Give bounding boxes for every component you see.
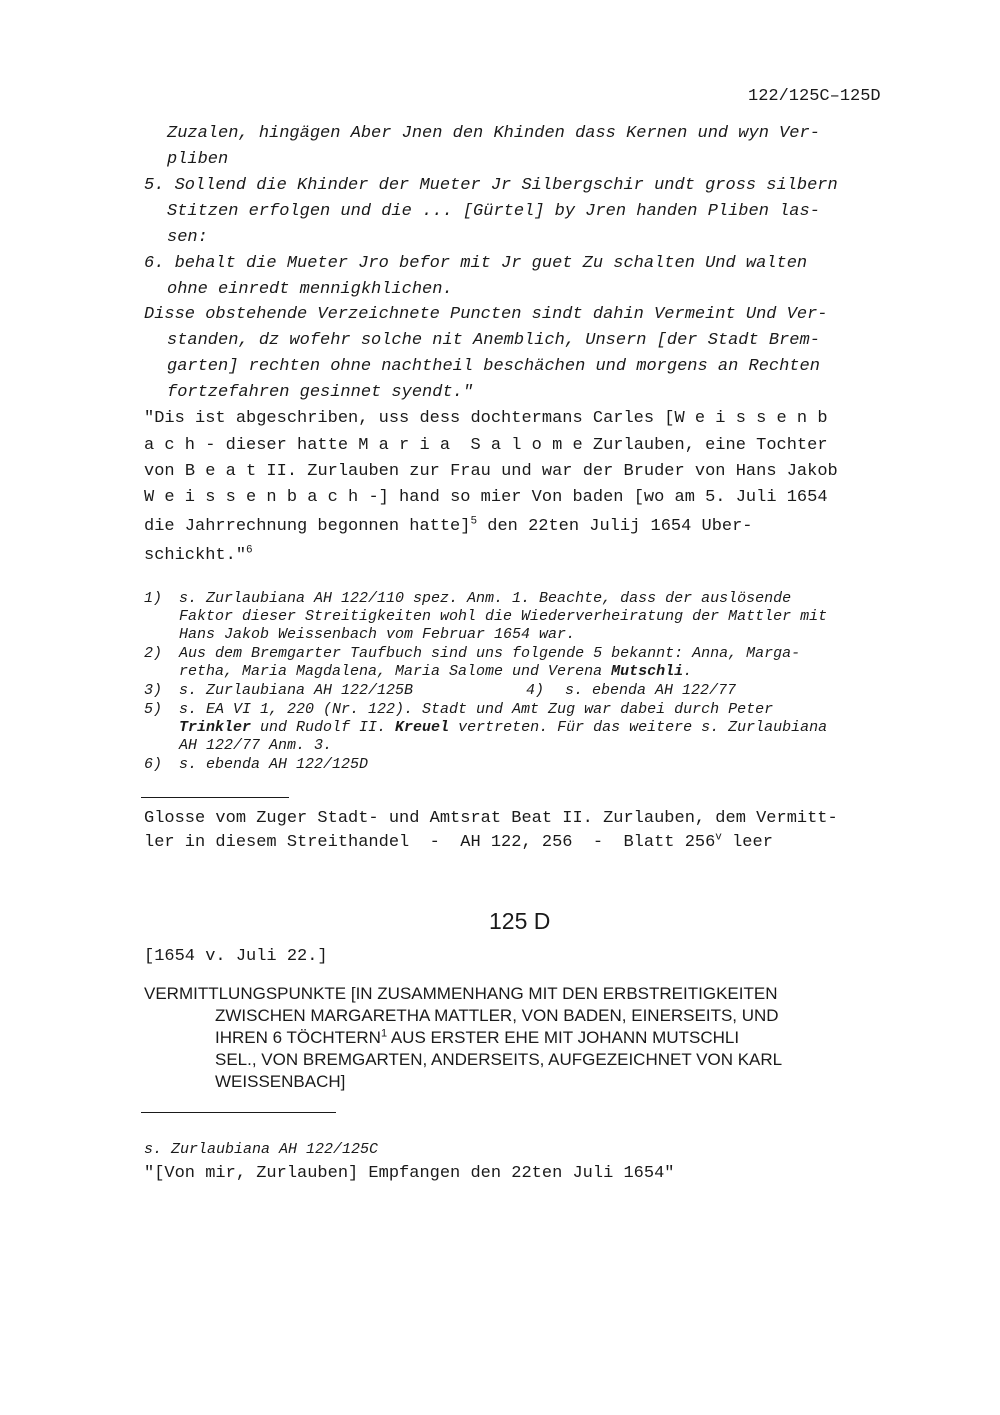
footnote-ref: 6 [246,544,253,557]
quote-line: standen, dz wofehr solche nit Anemblich, Unsern [der Stadt Brem- [167,331,820,350]
footnote-text: Hans Jakob Weissenbach vom Februar 1654 war. [179,626,576,643]
section-divider [141,1112,336,1113]
copy-note-line: "Dis ist abgeschriben, uss dess dochtermans Carles [W e i s s e n b [144,409,828,428]
footnote-number: 6) [144,756,163,773]
copy-note-line: a c h - dieser hatte M a r i a S a l o m e Zurlauben, eine Tochter [144,436,828,455]
copy-note-line: von B e a t II. Zurlauben zur Frau und war der Bruder von Hans Jakob [144,462,838,481]
footnote-text: s. ebenda AH 122/77 [565,682,737,699]
title-line: ZWISCHEN MARGARETHA MATTLER, VON BADEN, EINERSEITS, UND [215,1006,779,1025]
copy-note-line: W e i s s e n b a c h -] hand so mier Von baden [wo am 5. Juli 1654 [144,488,828,507]
footnote-text: Aus dem Bremgarter Taufbuch sind uns folgende 5 bekannt: Anna, Marga- [179,645,801,662]
glosse-line: Glosse vom Zuger Stadt- und Amtsrat Beat II. Zurlauben, dem Vermitt- [144,809,838,828]
copy-note-line: schickht."$^6$ [144,544,253,565]
footnote-number: 4) [526,682,545,699]
source-reference: s. Zurlaubiana AH 122/125C [144,1141,379,1158]
title-line: SEL., VON BREMGARTEN, ANDERSEITS, AUFGEZEICHNET VON KARL [215,1050,783,1069]
quote-line: 6. behalt die Mueter Jro befor mit Jr guet Zu schalten Und walten [144,254,808,273]
footnote-text: AH 122/77 Anm. 3. [179,737,333,754]
quote-line: Disse obstehende Verzeichnete Puncten sindt dahin Vermeint Und Ver- [144,305,828,324]
quote-line: Stitzen erfolgen und die ... [Gürtel] by Jren handen Pliben las- [167,202,820,221]
footnote-text: s. Zurlaubiana AH 122/110 spez. Anm. 1. Beachte, dass der auslösende [179,590,792,607]
quote-line: ohne einredt mennigkhlichen. [167,280,453,299]
glosse-line: ler in diesem Streithandel - AH 122, 256 - Blatt 256$^v$ leer [144,831,773,852]
quote-line: sen: [167,228,208,247]
copy-note-line: die Jahrrechnung begonnen hatte]$^5$ den 22ten Julij 1654 Uber- [144,515,753,536]
footnote-ref: 5 [470,515,478,528]
section-divider [141,797,289,798]
title-line: WEISSENBACH] [215,1072,346,1091]
footnote-number: 2) [144,645,163,662]
quote-line: 5. Sollend die Khinder der Mueter Jr Silbergschir undt gross silbern [144,176,838,195]
footnote-text: s. ebenda AH 122/125D [179,756,369,773]
title-line: IHREN 6 TÖCHTERN$^1$ AUS ERSTER EHE MIT JOHANN MUTSCHLI [215,1027,740,1047]
footnote-number: 5) [144,701,163,718]
footnote-text: retha, Maria Magdalena, Maria Salome und Verena Mutschli. [179,663,693,680]
document-date: [1654 v. Juli 22.] [144,947,328,966]
quote-line: pliben [167,150,229,169]
page-reference: 122/125C–125D [748,87,881,106]
quote-line: fortzefahren gesinnet syendt." [167,383,474,402]
footnote-text: Trinkler und Rudolf II. Kreuel vertreten. Für das weitere s. Zurlaubiana [179,719,828,736]
title-line: VERMITTLUNGSPUNKTE [IN ZUSAMMENHANG MIT DEN ERBSTREITIGKEITEN [144,984,778,1003]
document-number: 125 D [489,908,551,934]
footnote-text: s. EA VI 1, 220 (Nr. 122). Stadt und Amt Zug war dabei durch Peter [179,701,774,718]
footnote-ref: 1 [380,1027,388,1040]
quote-line: garten] rechten ohne nachtheil beschächen und morgens an Rechten [167,357,820,376]
footnote-number: 1) [144,590,163,607]
quote-line: Zuzalen, hingägen Aber Jnen den Khinden dass Kernen und wyn Ver- [167,124,820,143]
footnote-number: 3) [144,682,163,699]
receipt-note: "[Von mir, Zurlauben] Empfangen den 22ten Juli 1654" [144,1164,675,1183]
footnote-text: s. Zurlaubiana AH 122/125B [179,682,414,699]
footnote-text: Faktor dieser Streitigkeiten wohl die Wiederverheiratung der Mattler mit [179,608,828,625]
